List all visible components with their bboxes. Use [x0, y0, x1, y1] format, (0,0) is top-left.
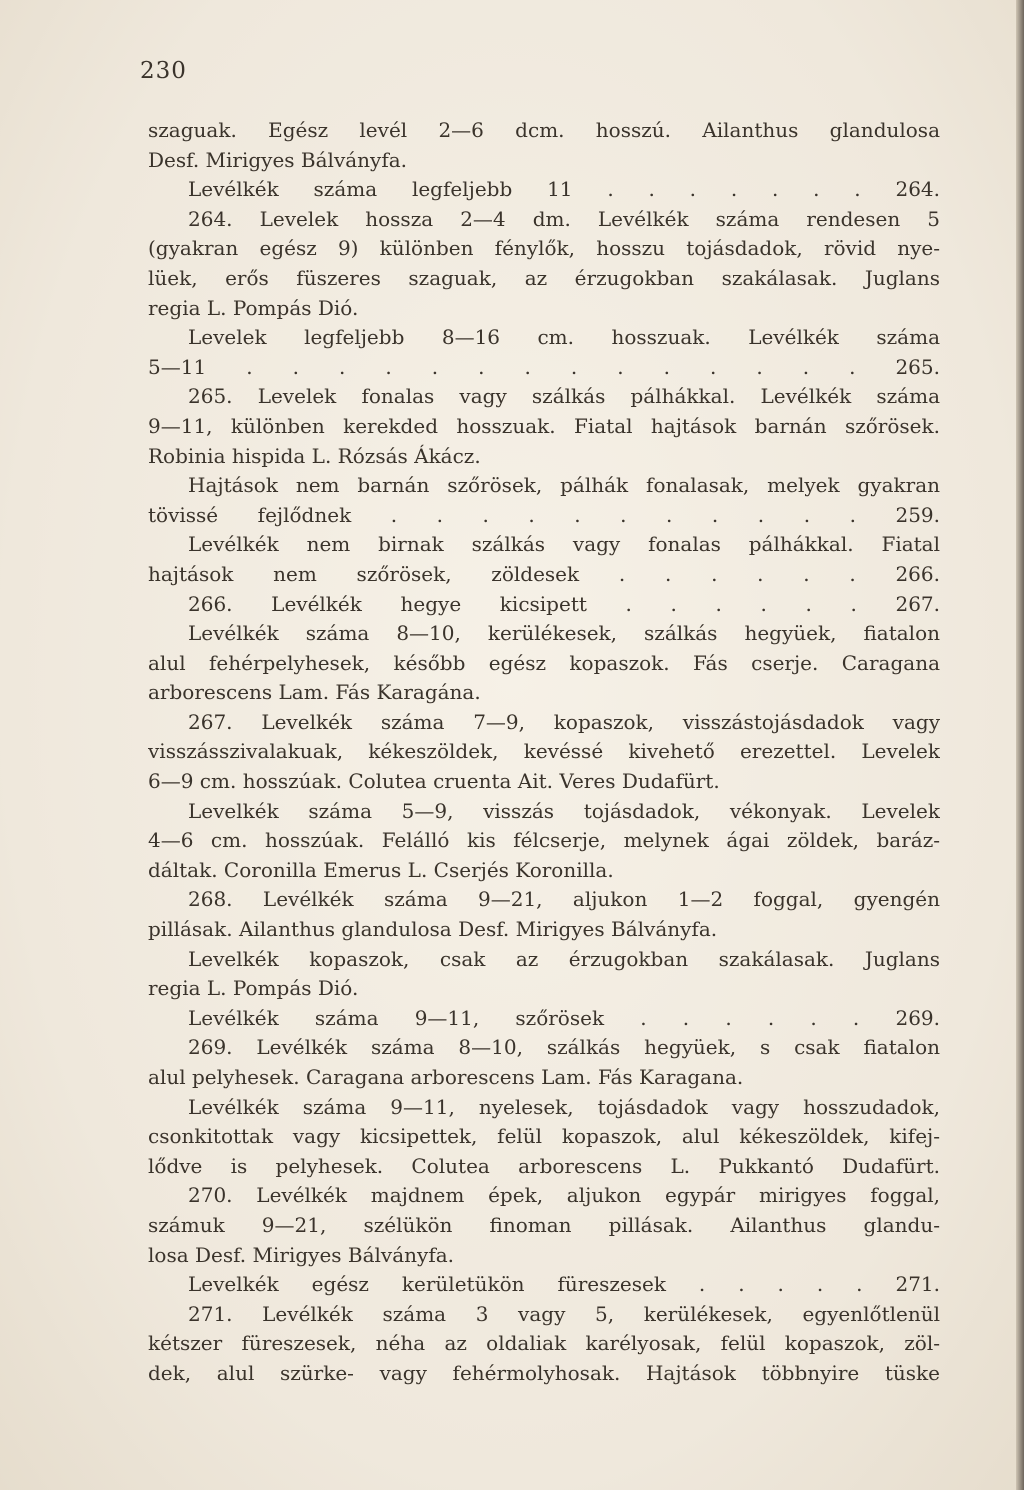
- text-line: Levelkék egész kerületükön füreszesek . . . . . 271.: [148, 1272, 940, 1297]
- page-edge-shadow: [1016, 0, 1024, 1490]
- text-line: hajtások nem szőrösek, zöldesek . . . . . . 266.: [148, 561, 940, 586]
- text-line: Levelkék kopaszok, csak az érzugokban szakálasak. Juglans: [148, 946, 940, 971]
- text-line: Levélkék száma 9—11, nyelesek, tojásdadok vagy hosszudadok,: [148, 1094, 940, 1119]
- text-line: 270. Levélkék majdnem épek, aljukon egypár mirigyes foggal,: [148, 1183, 940, 1208]
- text-line: Levelkék száma 5—9, visszás tojásdadok, vékonyak. Levelek: [148, 798, 940, 823]
- text-line: 268. Levélkék száma 9—21, aljukon 1—2 foggal, gyengén: [148, 887, 940, 912]
- text-line: dáltak. Coronilla Emerus L. Cserjés Koronilla.: [148, 857, 614, 882]
- text-line: 6—9 cm. hosszúak. Colutea cruenta Ait. Veres Dudafürt.: [148, 769, 720, 794]
- text-line: 269. Levélkék száma 8—10, szálkás hegyüek, s csak fiatalon: [148, 1035, 940, 1060]
- text-line: Levelek legfeljebb 8—16 cm. hosszuak. Levélkék száma: [148, 325, 940, 350]
- page-number: 230: [140, 58, 187, 84]
- text-line: losa Desf. Mirigyes Bálványfa.: [148, 1242, 455, 1267]
- text-line: 267. Levelkék száma 7—9, kopaszok, visszástojásdadok vagy: [148, 709, 940, 734]
- text-line: 9—11, különben kerekded hosszuak. Fiatal hajtások barnán szőrösek.: [148, 413, 940, 438]
- text-line: pillásak. Ailanthus glandulosa Desf. Mirigyes Bálványfa.: [148, 917, 718, 942]
- text-line: Hajtások nem barnán szőrösek, pálhák fonalasak, melyek gyakran: [148, 473, 940, 498]
- text-line: lődve is pelyhesek. Colutea arborescens L. Pukkantó Dudafürt.: [148, 1153, 940, 1178]
- text-line: szaguak. Egész levél 2—6 dcm. hosszú. Ailanthus glandulosa: [148, 118, 940, 142]
- text-line: lüek, erős füszeres szaguak, az érzugokban szakálasak. Juglans: [148, 265, 940, 290]
- text-line: alul pelyhesek. Caragana arborescens Lam. Fás Karagana.: [148, 1065, 744, 1089]
- body-text: [148, 116, 940, 1389]
- text-line: számuk 9—21, szélükön finoman pillásak. Ailanthus glandu-: [148, 1212, 940, 1237]
- text-line: arborescens Lam. Fás Karagána.: [148, 680, 481, 705]
- text-line: dek, alul szürke- vagy fehérmolyhosak. Hajtások többnyire tüske: [148, 1360, 940, 1385]
- text-line: (gyakran egész 9) különben fénylők, hosszu tojásdadok, rövid nye-: [148, 236, 940, 261]
- text-line: Levélkék száma legfeljebb 11 . . . . . . . 264.: [148, 177, 940, 202]
- text-line: alul fehérpelyhesek, később egész kopaszok. Fás cserje. Caragana: [148, 650, 940, 675]
- text-line: 264. Levelek hossza 2—4 dm. Levélkék száma rendesen 5: [148, 206, 940, 231]
- text-line: csonkitottak vagy kicsipettek, felül kopaszok, alul kékeszöldek, kifej-: [148, 1124, 940, 1149]
- text-line: visszásszivalakuak, kékeszöldek, kevéssé kivehető erezettel. Levelek: [148, 739, 940, 764]
- text-line: Levélkék száma 8—10, kerülékesek, szálkás hegyüek, fiatalon: [148, 621, 940, 646]
- text-line: Desf. Mirigyes Bálványfa.: [148, 147, 408, 172]
- text-line: tövissé fejlődnek . . . . . . . . . . . 259.: [148, 502, 940, 527]
- text-line: kétszer füreszesek, néha az oldaliak karélyosak, felül kopaszok, zöl-: [148, 1331, 940, 1356]
- text-line: Levélkék száma 9—11, szőrösek . . . . . . 269.: [148, 1005, 940, 1030]
- text-line: 271. Levélkék száma 3 vagy 5, kerülékesek, egyenlőtlenül: [148, 1301, 940, 1326]
- text-line: 266. Levélkék hegye kicsipett . . . . . . 267.: [148, 591, 940, 616]
- text-line: Levélkék nem birnak szálkás vagy fonalas pálhákkal. Fiatal: [148, 532, 940, 557]
- text-line: 5—11 . . . . . . . . . . . . . . 265.: [148, 354, 940, 379]
- text-line: 4—6 cm. hosszúak. Felálló kis félcserje, melynek ágai zöldek, baráz-: [148, 828, 940, 853]
- text-line: 265. Levelek fonalas vagy szálkás pálhákkal. Levélkék száma: [148, 384, 940, 409]
- text-line: regia L. Pompás Dió.: [148, 295, 359, 320]
- text-line: Robinia hispida L. Rózsás Ákácz.: [148, 443, 481, 468]
- text-line: regia L. Pompás Dió.: [148, 976, 359, 1001]
